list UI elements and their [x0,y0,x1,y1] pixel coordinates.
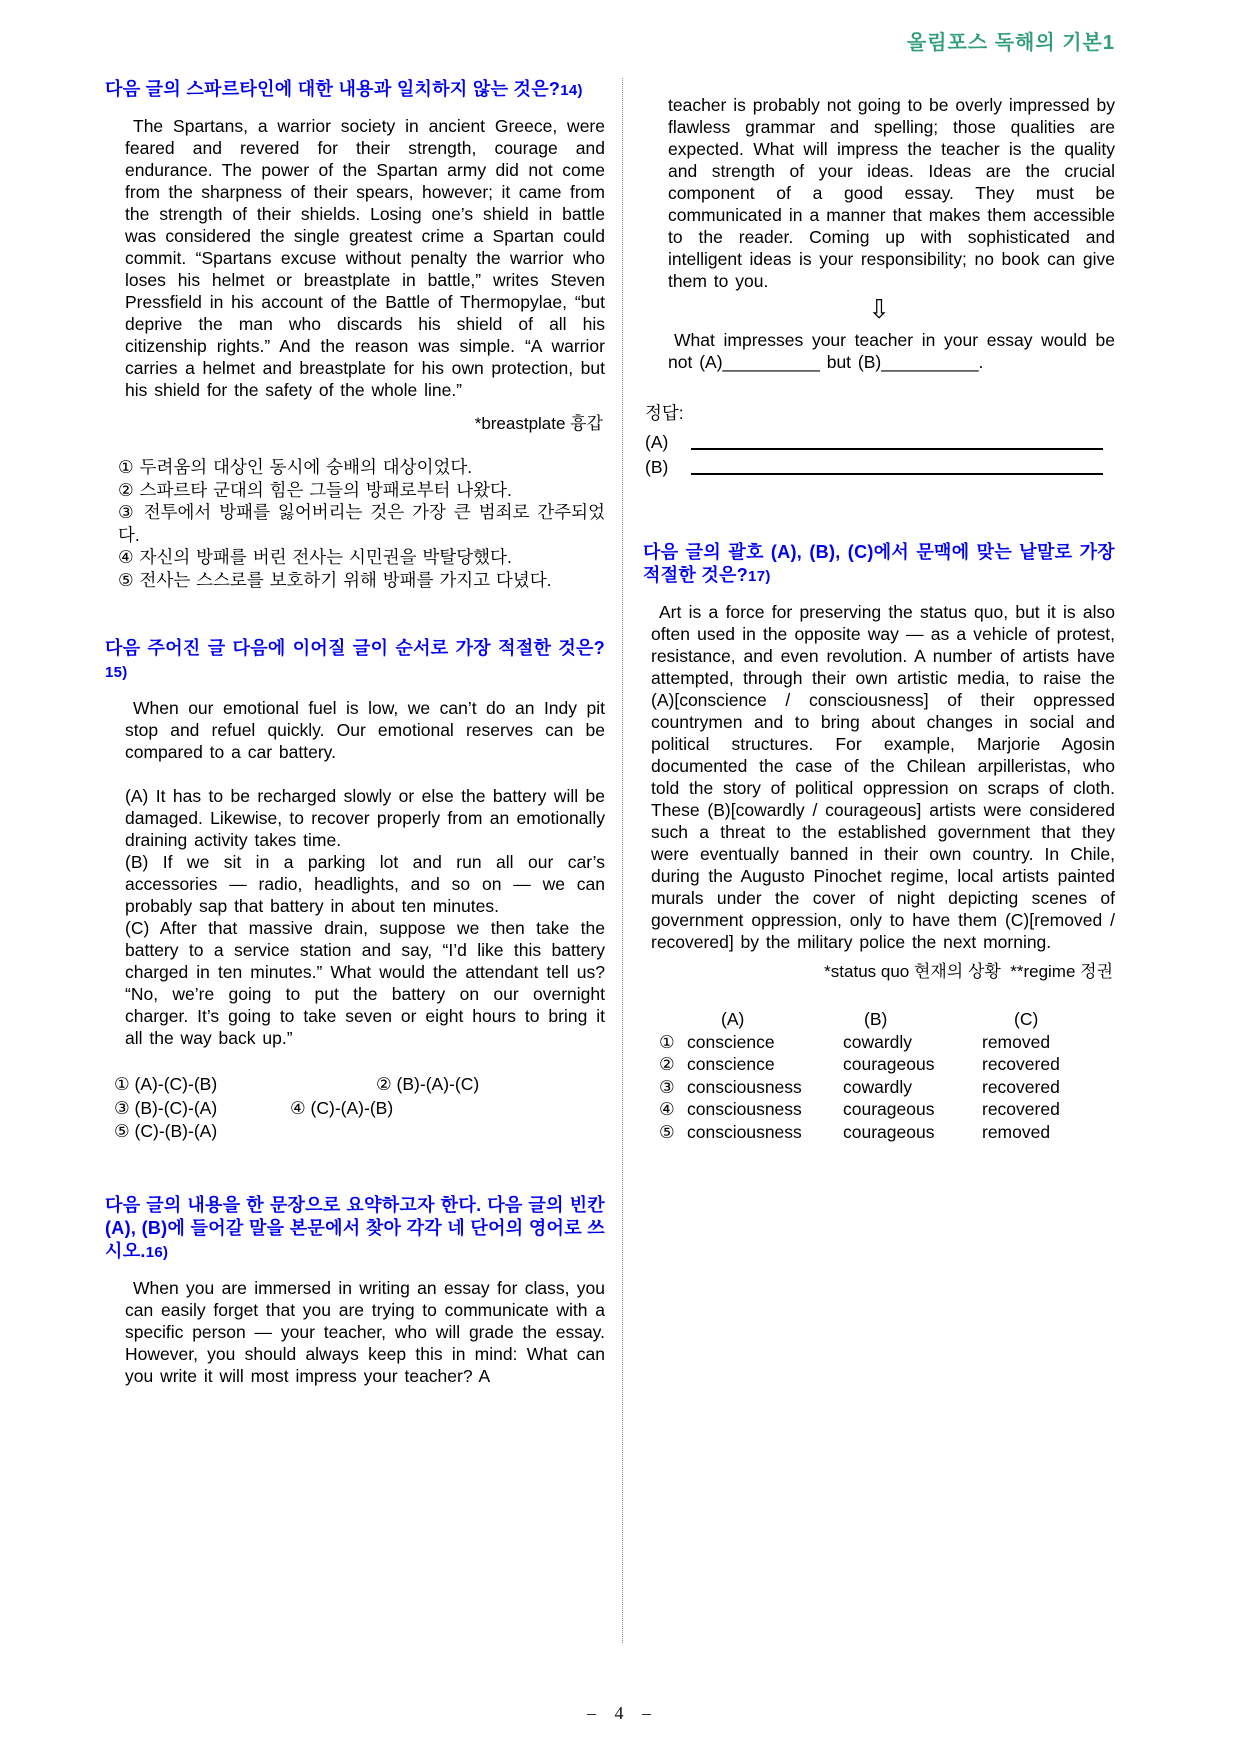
row-1-choice-b: cowardly [843,1031,913,1052]
row-4-choice-b: courageous [843,1099,935,1119]
question-14-passage: The Spartans, a warrior society in ancient Greece, were feared and revered for their strength, courage and endurance. The power of the Spartan army did not come from the sharpness of their spears, however; it came from the strength of their shields. Losing one’s shield in battle was considered the single greatest crime a Spartan could commit. “Spartans excuse without penalty the warrior who loses his helmet or breastplate in battle,” writes Steven Pressfield in his account of the Battle of Thermopylae, “but deprive the man who discards his shield of all his citizenship rights.” And the reason was simple. “A warrior carries a helmet and breastplate for his own protection, but his shield for the safety of the whole line.” [125,116,605,400]
question-15 [100,637,605,1144]
question-15-option-1: ① (A)-(C)-(B) [114,1074,218,1094]
answer-row-a [645,429,1115,454]
question-16-title-text: 다음 글의 내용을 한 문장으로 요약하고자 한다. 다음 글의 빈칸 (A), (B)에 들어갈 말을 본문에서 찾아 각각 네 단어의 영어로 쓰시오. [105,1194,605,1261]
question-15-title-text: 다음 주어진 글 다음에 이어질 글이 순서로 가장 적절한 것은? [105,638,605,658]
question-16-passage-right: teacher is probably not going to be overly impressed by flawless grammar and spelling; those qualities are expected. What will impress the teacher is the quality and strength of your ideas. Ideas are the crucial component of a good essay. They must be communicated in a manner that makes them accessible to the reader. Coming up with sophisticated and intelligent ideas is your responsibility; no book can give them to you. [668,95,1115,291]
question-15-title [105,637,605,684]
choice-table-header-a: (A) [721,1009,745,1029]
question-14-title [105,78,605,102]
question-14-option-4: ④ 자신의 방패를 버린 전사는 시민권을 박탈당했다. [118,547,512,567]
question-15-given-paragraph: When our emotional fuel is low, we can’t do an Indy pit stop and refuel quickly. Our emotional reserves can be compared to a car battery. [125,698,605,762]
choice-table-header-spacer [659,1008,687,1031]
question-15-paragraph-a: (A) It has to be recharged slowly or else the battery will be damaged. Likewise, to recover properly from an emotionally draining activity takes time. [125,786,605,850]
question-14-option-5: ⑤ 전사는 스스로를 보호하기 위해 방패를 가지고 다녔다. [118,569,552,590]
column-divider [622,78,623,1643]
two-column-layout [100,78,1115,1643]
row-1-choice-a: conscience [687,1031,775,1052]
summary-arrow-row [643,295,1115,323]
question-14-options [118,456,605,591]
question-15-options-row-3 [114,1120,605,1144]
down-arrow-icon: ⇩ [868,294,890,324]
answer-row-b [645,454,1115,479]
question-15-footnote-number: 15) [105,664,128,681]
row-4-choice-c: recovered [982,1099,1060,1119]
question-14-option-3: ③ 전투에서 방패를 잃어버리는 것은 가장 큰 범죄로 간주되었다. [118,502,605,545]
question-16-footnote-number: 16) [145,1243,169,1261]
question-16-continued [643,94,1115,479]
choice-table-row-1 [659,1031,1115,1054]
question-17-title-text: 다음 글의 괄호 (A), (B), (C)에서 문맥에 맞는 낱말로 가장 적절한 것은? [643,542,1115,585]
row-5-number: ⑤ [659,1121,675,1142]
row-2-number: ② [659,1054,675,1074]
row-5-choice-b: courageous [843,1121,935,1142]
answer-a-tag: (A) [645,432,669,452]
question-15-paragraph-c: (C) After that massive drain, suppose we then take the battery to a service station and say, “I’d like this battery charged in ten minutes.” What would the attendant tell us? “No, we’re going to put the battery on our overnight charger. It’s going to take seven or eight hours to bring it all the way back up.” [125,918,605,1048]
left-column [100,78,605,1643]
choice-table-header-row [659,1008,1115,1031]
question-16-passage-left: When you are immersed in writing an essay for class, you can easily forget that you are trying to communicate with a specific person — your teacher, who will grade the essay. However, you should always keep this in mind: What can you write it will most impress your teacher? A [125,1277,605,1386]
question-14 [100,78,605,591]
question-14-footnote-number: 14) [560,82,583,99]
question-15-option-2: ② (B)-(A)-(C) [376,1074,480,1094]
question-15-options [114,1073,605,1144]
row-4-choice-a: consciousness [687,1099,802,1119]
question-17-passage: Art is a force for preserving the status quo, but it is also often used in the opposite way — as a vehicle of protest, resistance, and even revolution. A number of artists have attempted, through their own artistic media, to raise the (A)[conscience / consciousness] of their oppressed countrymen and to bring about changes in social and political structures. For example, Marjorie Agosin documented the case of the Chilean arpilleristas, who told the story of political oppression on scraps of cloth. These (B)[cowardly / courageous] artists were considered such a threat to the established government that they were eventually banned in their own country. In Chile, during the Augusto Pinochet regime, local artists painted murals under the cover of night depicting scenes of government oppression, only to have them (C)[removed / recovered] by the military police the next morning. [651,602,1115,952]
question-16-title [105,1194,605,1264]
answer-b-tag: (B) [645,457,669,477]
question-15-option-5: ⑤ (C)-(B)-(A) [114,1121,218,1141]
choice-table-row-2 [659,1053,1115,1076]
row-3-choice-b: cowardly [843,1076,913,1097]
row-5-choice-a: consciousness [687,1121,802,1142]
choice-table-row-4 [659,1098,1115,1121]
choice-table-row-5 [659,1121,1115,1144]
answer-label: 정답: [645,403,684,423]
question-16-summary-sentence: What impresses your teacher in your essay would be not (A)__________ but (B)__________. [668,330,1115,372]
question-17-vocab-note: *status quo 현재의 상황 **regime 정권 [824,962,1113,981]
question-15-options-row-1 [114,1073,605,1097]
question-14-option-1: ① 두려움의 대상인 동시에 숭배의 대상이었다. [118,457,473,477]
row-3-choice-a: consciousness [687,1076,802,1097]
question-17-footnote-number: 17) [748,568,771,585]
page-header [0,0,1240,52]
question-14-option-2: ② 스파르타 군대의 힘은 그들의 방패로부터 나왔다. [118,479,512,500]
choice-table-header-b: (B) [864,1009,888,1029]
choice-table-row-3 [659,1076,1115,1099]
question-17-title [643,541,1115,588]
answer-b-blank-line [691,473,1103,475]
question-14-vocab-note: *breastplate 흉갑 [474,414,603,433]
question-15-options-row-2 [114,1097,605,1121]
question-15-paragraph-b: (B) If we sit in a parking lot and run all our car’s accessories — radio, headlights, and so on — we can probably sap that battery in about ten minutes. [125,852,605,916]
row-1-choice-c: removed [982,1031,1051,1052]
book-title: 올림포스 독해의 기본1 [906,32,1115,54]
choice-table-header-c: (C) [1014,1009,1039,1029]
row-5-choice-c: removed [982,1121,1051,1142]
row-1-number: ① [659,1031,675,1052]
question-17-choice-table [659,1008,1115,1143]
row-2-choice-b: courageous [843,1054,935,1074]
row-3-choice-c: recovered [982,1076,1060,1097]
question-15-option-3: ③ (B)-(C)-(A) [114,1097,218,1118]
right-column [643,78,1115,1643]
row-4-number: ④ [659,1099,675,1119]
question-14-title-text: 다음 글의 스파르타인에 대한 내용과 일치하지 않는 것은? [105,79,561,99]
question-16 [100,1194,605,1387]
answer-a-blank-line [691,448,1103,450]
question-16-answer-area [645,401,1115,479]
question-15-option-4: ④ (C)-(A)-(B) [290,1097,394,1118]
question-17 [643,541,1115,1143]
row-2-choice-a: conscience [687,1054,775,1074]
page-number: – 4 – [587,1703,653,1723]
row-2-choice-c: recovered [982,1054,1060,1074]
row-3-number: ③ [659,1076,675,1097]
